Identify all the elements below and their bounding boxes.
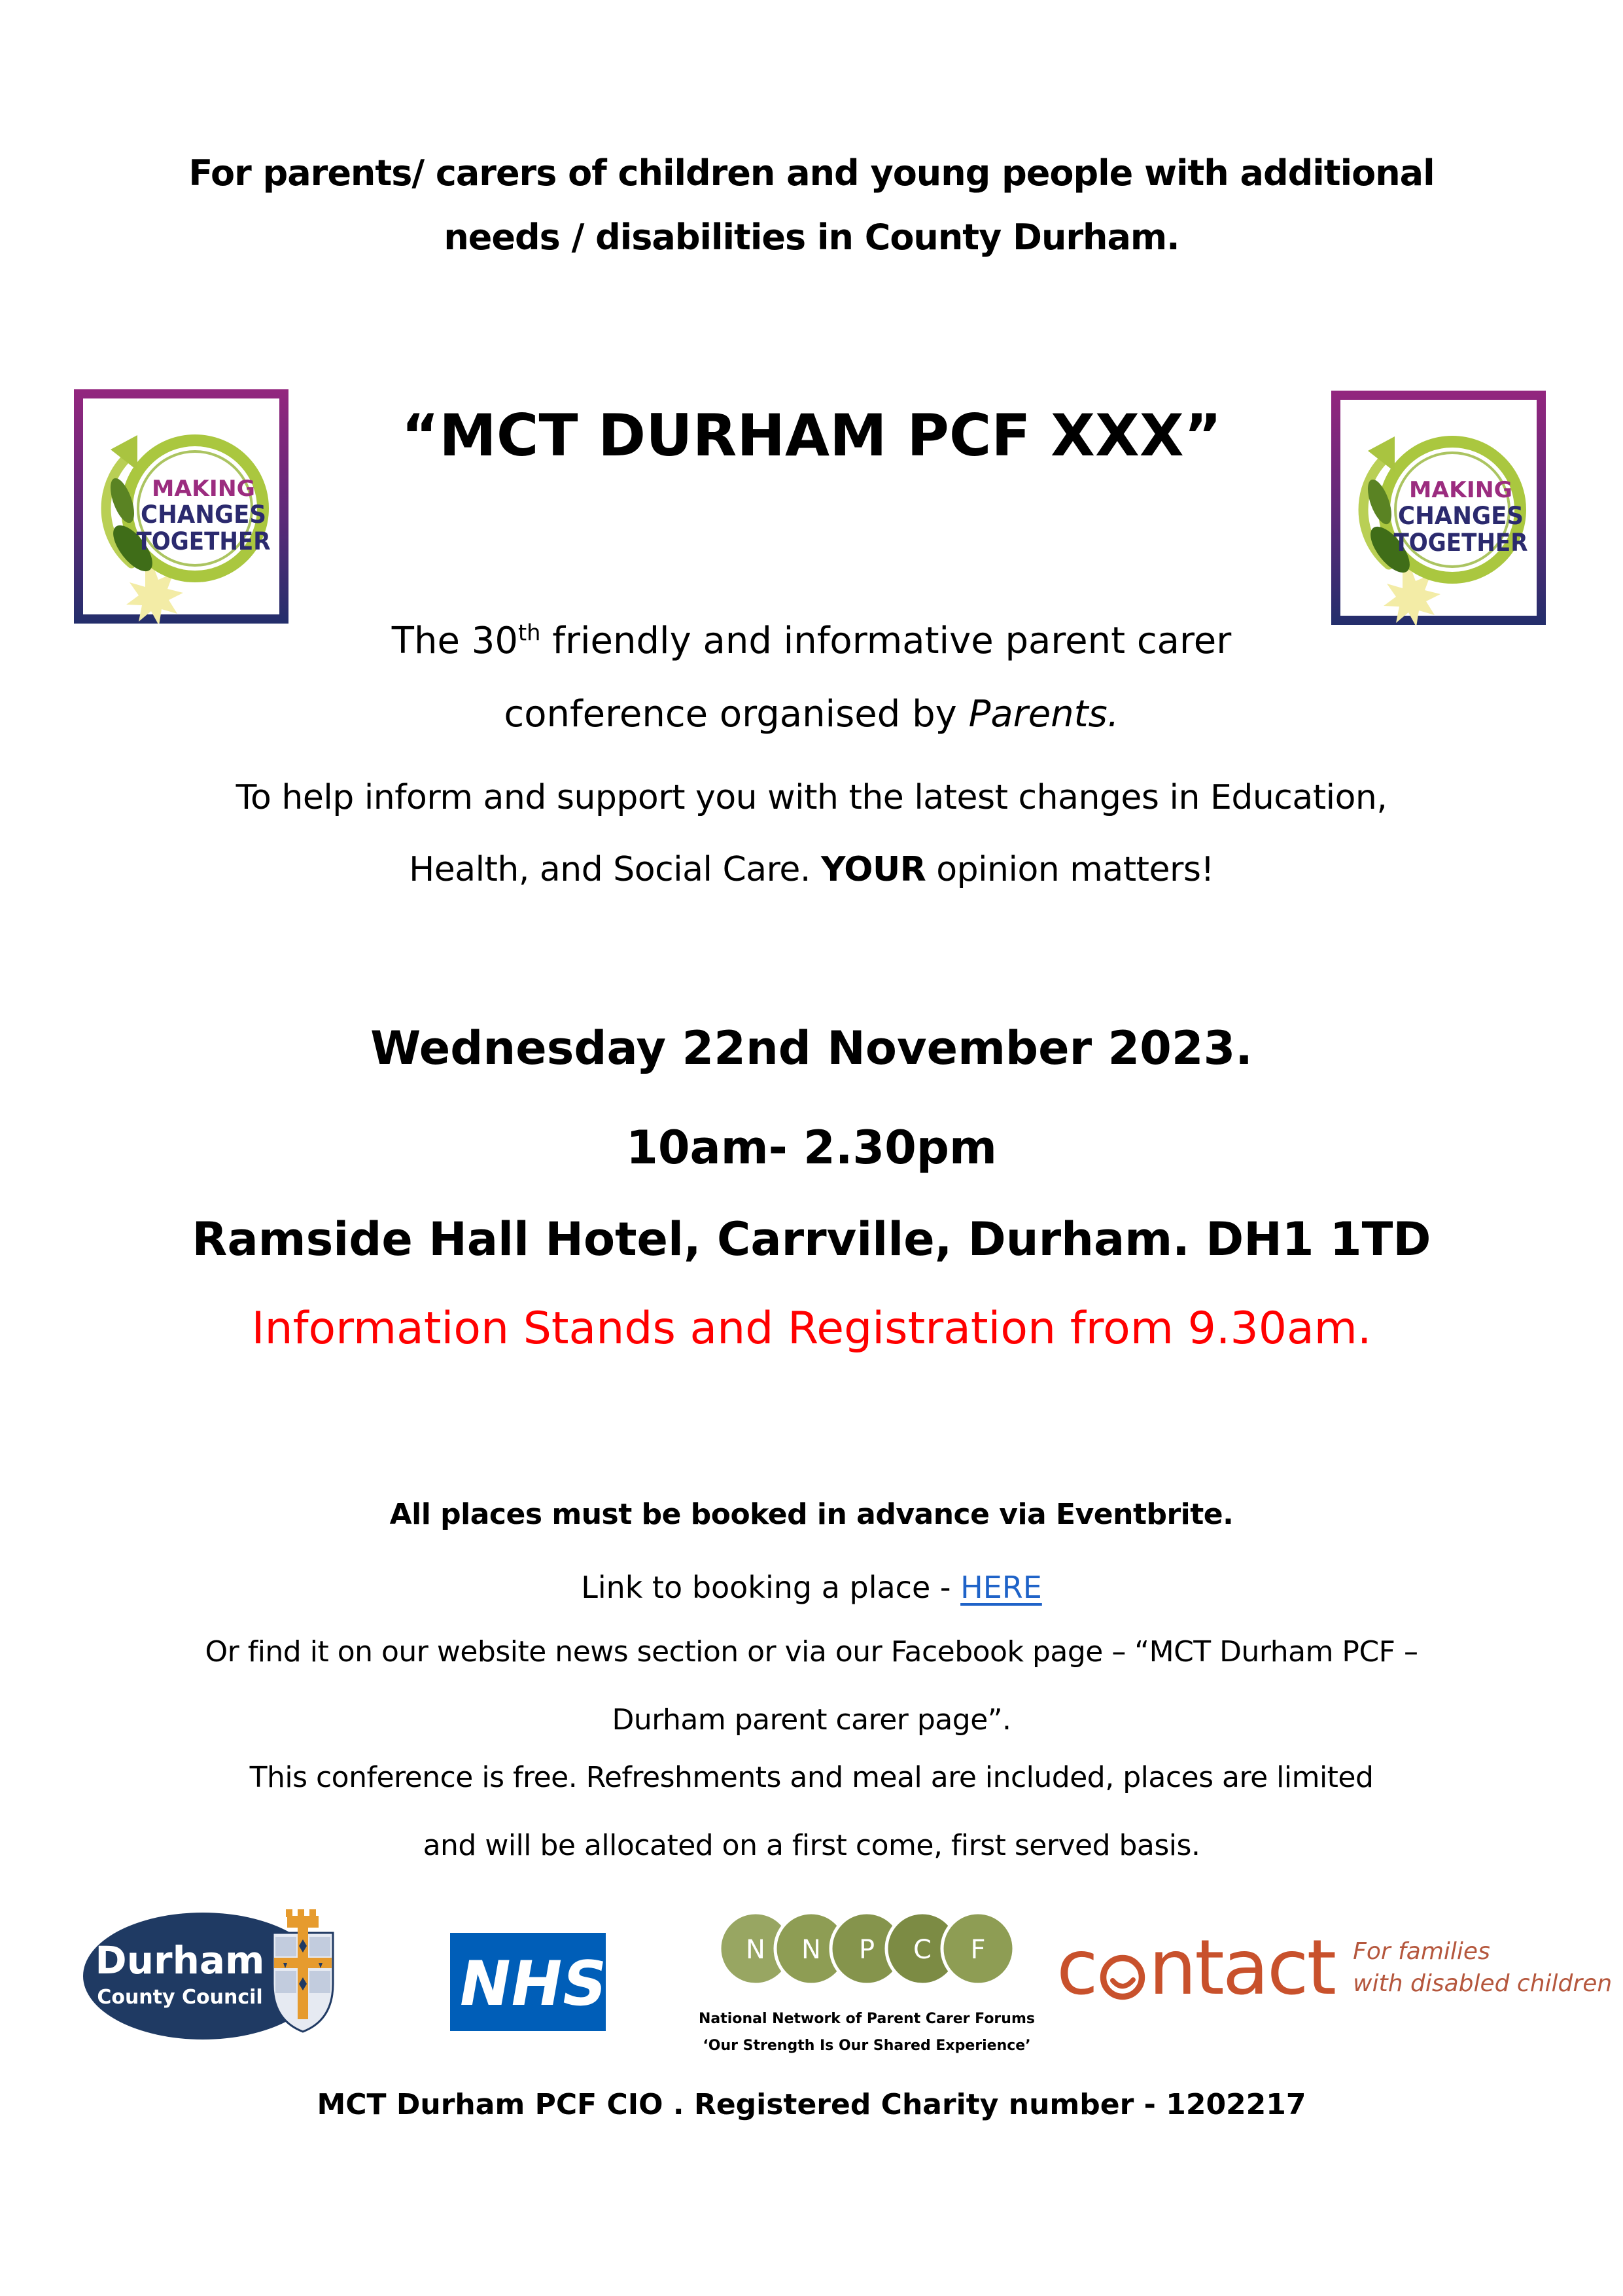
event-venue: Ramside Hall Hotel, Carrville, Durham. DH1 1TD (192, 1212, 1431, 1266)
support-text-bold: YOUR (820, 850, 926, 889)
durham-sub: County Council (97, 1986, 263, 2009)
registration-notice: Information Stands and Registration from 9.30am. (251, 1303, 1372, 1354)
booking-advance-notice: All places must be booked in advance via Eventbrite. (389, 1498, 1234, 1531)
contact-tagline (1353, 1936, 1612, 2000)
event-time: 10am- 2.30pm (626, 1121, 997, 1174)
crown-icon (286, 1909, 319, 1928)
smiley-icon (1098, 1952, 1147, 2002)
logo-text-making: MAKING (152, 476, 255, 502)
nnpcf-caption2: ‘Our Strength Is Our Shared Experience’ (703, 2038, 1031, 2054)
support-line1: To help inform and support you with the latest changes in Education, (236, 778, 1387, 817)
charity-footer: MCT Durham PCF CIO . Registered Charity number - 1202217 (317, 2088, 1306, 2121)
page-title: “MCT DURHAM PCF XXX” (401, 402, 1222, 469)
find-line2: Durham parent carer page”. (612, 1703, 1011, 1737)
nnpcf-letter: N (801, 1935, 821, 1965)
support-text: opinion matters! (926, 850, 1214, 889)
nnpcf-letter: N (746, 1935, 765, 1965)
nnpcf-letter: P (858, 1935, 875, 1965)
intro-text: conference organised by (504, 693, 969, 735)
free-line1: This conference is free. Refreshments and meal are included, places are limited (249, 1761, 1374, 1794)
intro-text-italic: Parents. (968, 693, 1119, 735)
booking-link-text: Link to booking a place - (581, 1570, 961, 1605)
booking-link[interactable]: HERE (960, 1570, 1042, 1605)
logo-text-making: MAKING (1409, 477, 1512, 503)
conference-intro-line2 (0, 694, 1623, 735)
contact-letter: c (1056, 1924, 1096, 2012)
header-line-2: needs / disabilities in County Durham. (444, 217, 1179, 258)
nnpcf-letter: F (970, 1935, 986, 1965)
contact-letters: ntact (1148, 1924, 1335, 2012)
support-text: Health, and Social Care. (409, 850, 821, 889)
booking-link-line (0, 1570, 1623, 1605)
shield-icon (273, 1909, 333, 2032)
contact-wordmark (1056, 1924, 1335, 2012)
intro-text: The 30 (391, 620, 518, 662)
durham-name: Durham (95, 1938, 265, 1983)
logo-text-together: TOGETHER (1393, 529, 1528, 557)
conference-intro-line1 (0, 620, 1623, 662)
logo-text-changes: CHANGES (141, 501, 266, 529)
free-line2: and will be allocated on a first come, first served basis. (423, 1829, 1200, 1862)
durham-county-council-logo (82, 1908, 343, 2048)
header-line-1: For parents/ carers of children and young people with additional (188, 152, 1435, 194)
nnpcf-letter: C (913, 1935, 932, 1965)
event-date: Wednesday 22nd November 2023. (370, 1021, 1253, 1075)
contact-tagline-line1: For families (1353, 1938, 1490, 1966)
find-line1: Or find it on our website news section or via our Facebook page – “MCT Durham PCF – (205, 1635, 1418, 1669)
contact-logo (1056, 1924, 1613, 2012)
nnpcf-logo (680, 1895, 1053, 2054)
nhs-wordmark: NHS (453, 1948, 606, 2020)
logo-text-together: TOGETHER (136, 527, 271, 556)
logo-text-changes: CHANGES (1398, 502, 1524, 530)
cross-horizontal (274, 1958, 332, 1968)
intro-text: friendly and informative parent carer (540, 620, 1232, 662)
ordinal-suffix: th (517, 620, 541, 646)
contact-tagline-line2: with disabled children (1353, 1970, 1613, 1997)
cross-vertical (298, 1920, 308, 2019)
nnpcf-caption1: National Network of Parent Carer Forums (699, 2011, 1035, 2027)
support-line2 (0, 851, 1623, 890)
nnpcf-circles (716, 1895, 1017, 2003)
nhs-logo (450, 1933, 606, 2034)
